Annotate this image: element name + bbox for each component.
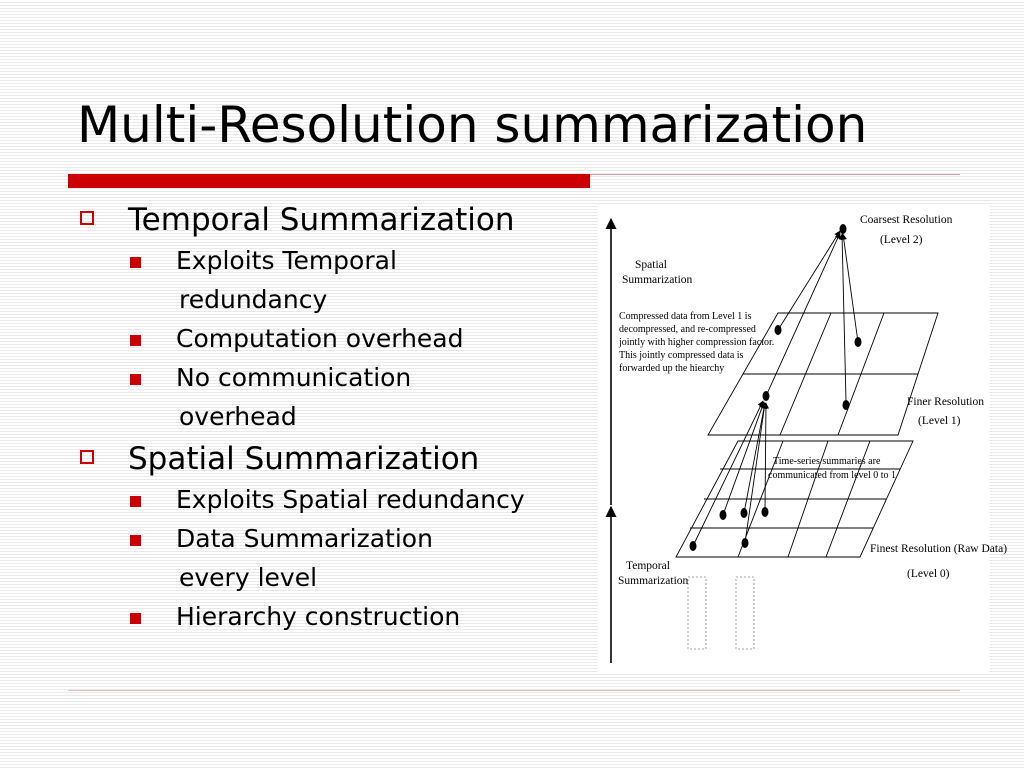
filled-square-bullet-icon (130, 335, 141, 346)
subbullet-text: Hierarchy construction (176, 602, 461, 631)
level-0-node (762, 507, 769, 517)
filled-square-bullet-icon (130, 496, 141, 507)
temporal-label-line: Temporal (626, 560, 670, 572)
bullet-text: Temporal Summarization (128, 202, 515, 238)
title-underline-bar (68, 174, 590, 188)
bullet-spatial-summarization (78, 437, 598, 481)
level-1-node (775, 325, 782, 335)
level-0-node (690, 541, 697, 551)
hollow-square-bullet-icon (80, 211, 94, 225)
level-0-node (741, 508, 748, 518)
hierarchy-diagram-svg (598, 205, 1008, 673)
subbullet-computation-overhead (78, 320, 598, 359)
filled-square-bullet-icon (130, 535, 141, 546)
level-2-node (840, 224, 847, 234)
subbullet-continuation (78, 281, 598, 320)
subbullet-continuation (78, 398, 598, 437)
svg-text:This jointly compressed data i: This jointly compressed data is (619, 350, 744, 361)
subbullet-text: Computation overhead (176, 324, 464, 353)
svg-text:forwarded up the hiearchy: forwarded up the hiearchy (619, 363, 725, 374)
level-1-node (763, 391, 770, 401)
timeseries-note (768, 456, 896, 481)
slide-title: Multi-Resolution summarization (77, 96, 868, 154)
subbullet-text: No communication (176, 363, 412, 392)
hierarchy-diagram (598, 205, 1008, 673)
svg-text:communicated from level 0 to 1: communicated from level 0 to 1 (768, 470, 897, 481)
svg-text:jointly with higher compressio: jointly with higher compression factor. (619, 337, 775, 348)
coarsest-level: (Level 2) (880, 234, 923, 246)
subbullet-text: overhead (179, 402, 297, 431)
subbullet-text: Exploits Temporal (176, 246, 397, 275)
subbullet-text: Exploits Spatial redundancy (176, 485, 525, 514)
svg-text:Compressed data from Level 1 i: Compressed data from Level 1 is (619, 311, 752, 322)
filled-square-bullet-icon (130, 613, 141, 624)
subbullet-hierarchy-construction (78, 598, 598, 637)
finer-level: (Level 1) (918, 415, 961, 427)
dotted-box (688, 577, 706, 649)
subbullet-text: every level (179, 563, 318, 592)
subbullet-continuation (78, 559, 598, 598)
bullet-list (78, 198, 598, 637)
subbullet-no-communication (78, 359, 598, 398)
filled-square-bullet-icon (130, 257, 141, 268)
finest-label: Finest Resolution (Raw Data) (870, 543, 1008, 555)
bullet-text: Spatial Summarization (128, 441, 480, 477)
subbullet-exploits-spatial (78, 481, 598, 520)
footer-rule (68, 690, 960, 691)
subbullet-exploits-temporal (78, 242, 598, 281)
subbullet-text: Data Summarization (176, 524, 433, 553)
level-0-node (720, 510, 727, 520)
coarsest-label: Coarsest Resolution (860, 214, 953, 226)
hollow-square-bullet-icon (80, 450, 94, 464)
svg-text:Time-series summaries are: Time-series summaries are (773, 456, 881, 467)
finer-label: Finer Resolution (907, 396, 984, 408)
level-1-node (843, 400, 850, 410)
finest-level: (Level 0) (907, 568, 950, 580)
level-1-node (855, 337, 862, 347)
subbullet-data-summarization (78, 520, 598, 559)
level-0-node (742, 538, 749, 548)
compressed-note (618, 311, 774, 374)
title-underline-rule (590, 174, 960, 175)
bullet-temporal-summarization (78, 198, 598, 242)
svg-text:decompressed, and re-compresse: decompressed, and re-compressed (619, 324, 756, 335)
spatial-label-line: Summarization (622, 274, 693, 286)
dotted-box (736, 577, 754, 649)
subbullet-text: redundancy (179, 285, 328, 314)
spatial-label-line: Spatial (635, 259, 667, 271)
temporal-label-line: Summarization (618, 575, 689, 587)
filled-square-bullet-icon (130, 374, 141, 385)
